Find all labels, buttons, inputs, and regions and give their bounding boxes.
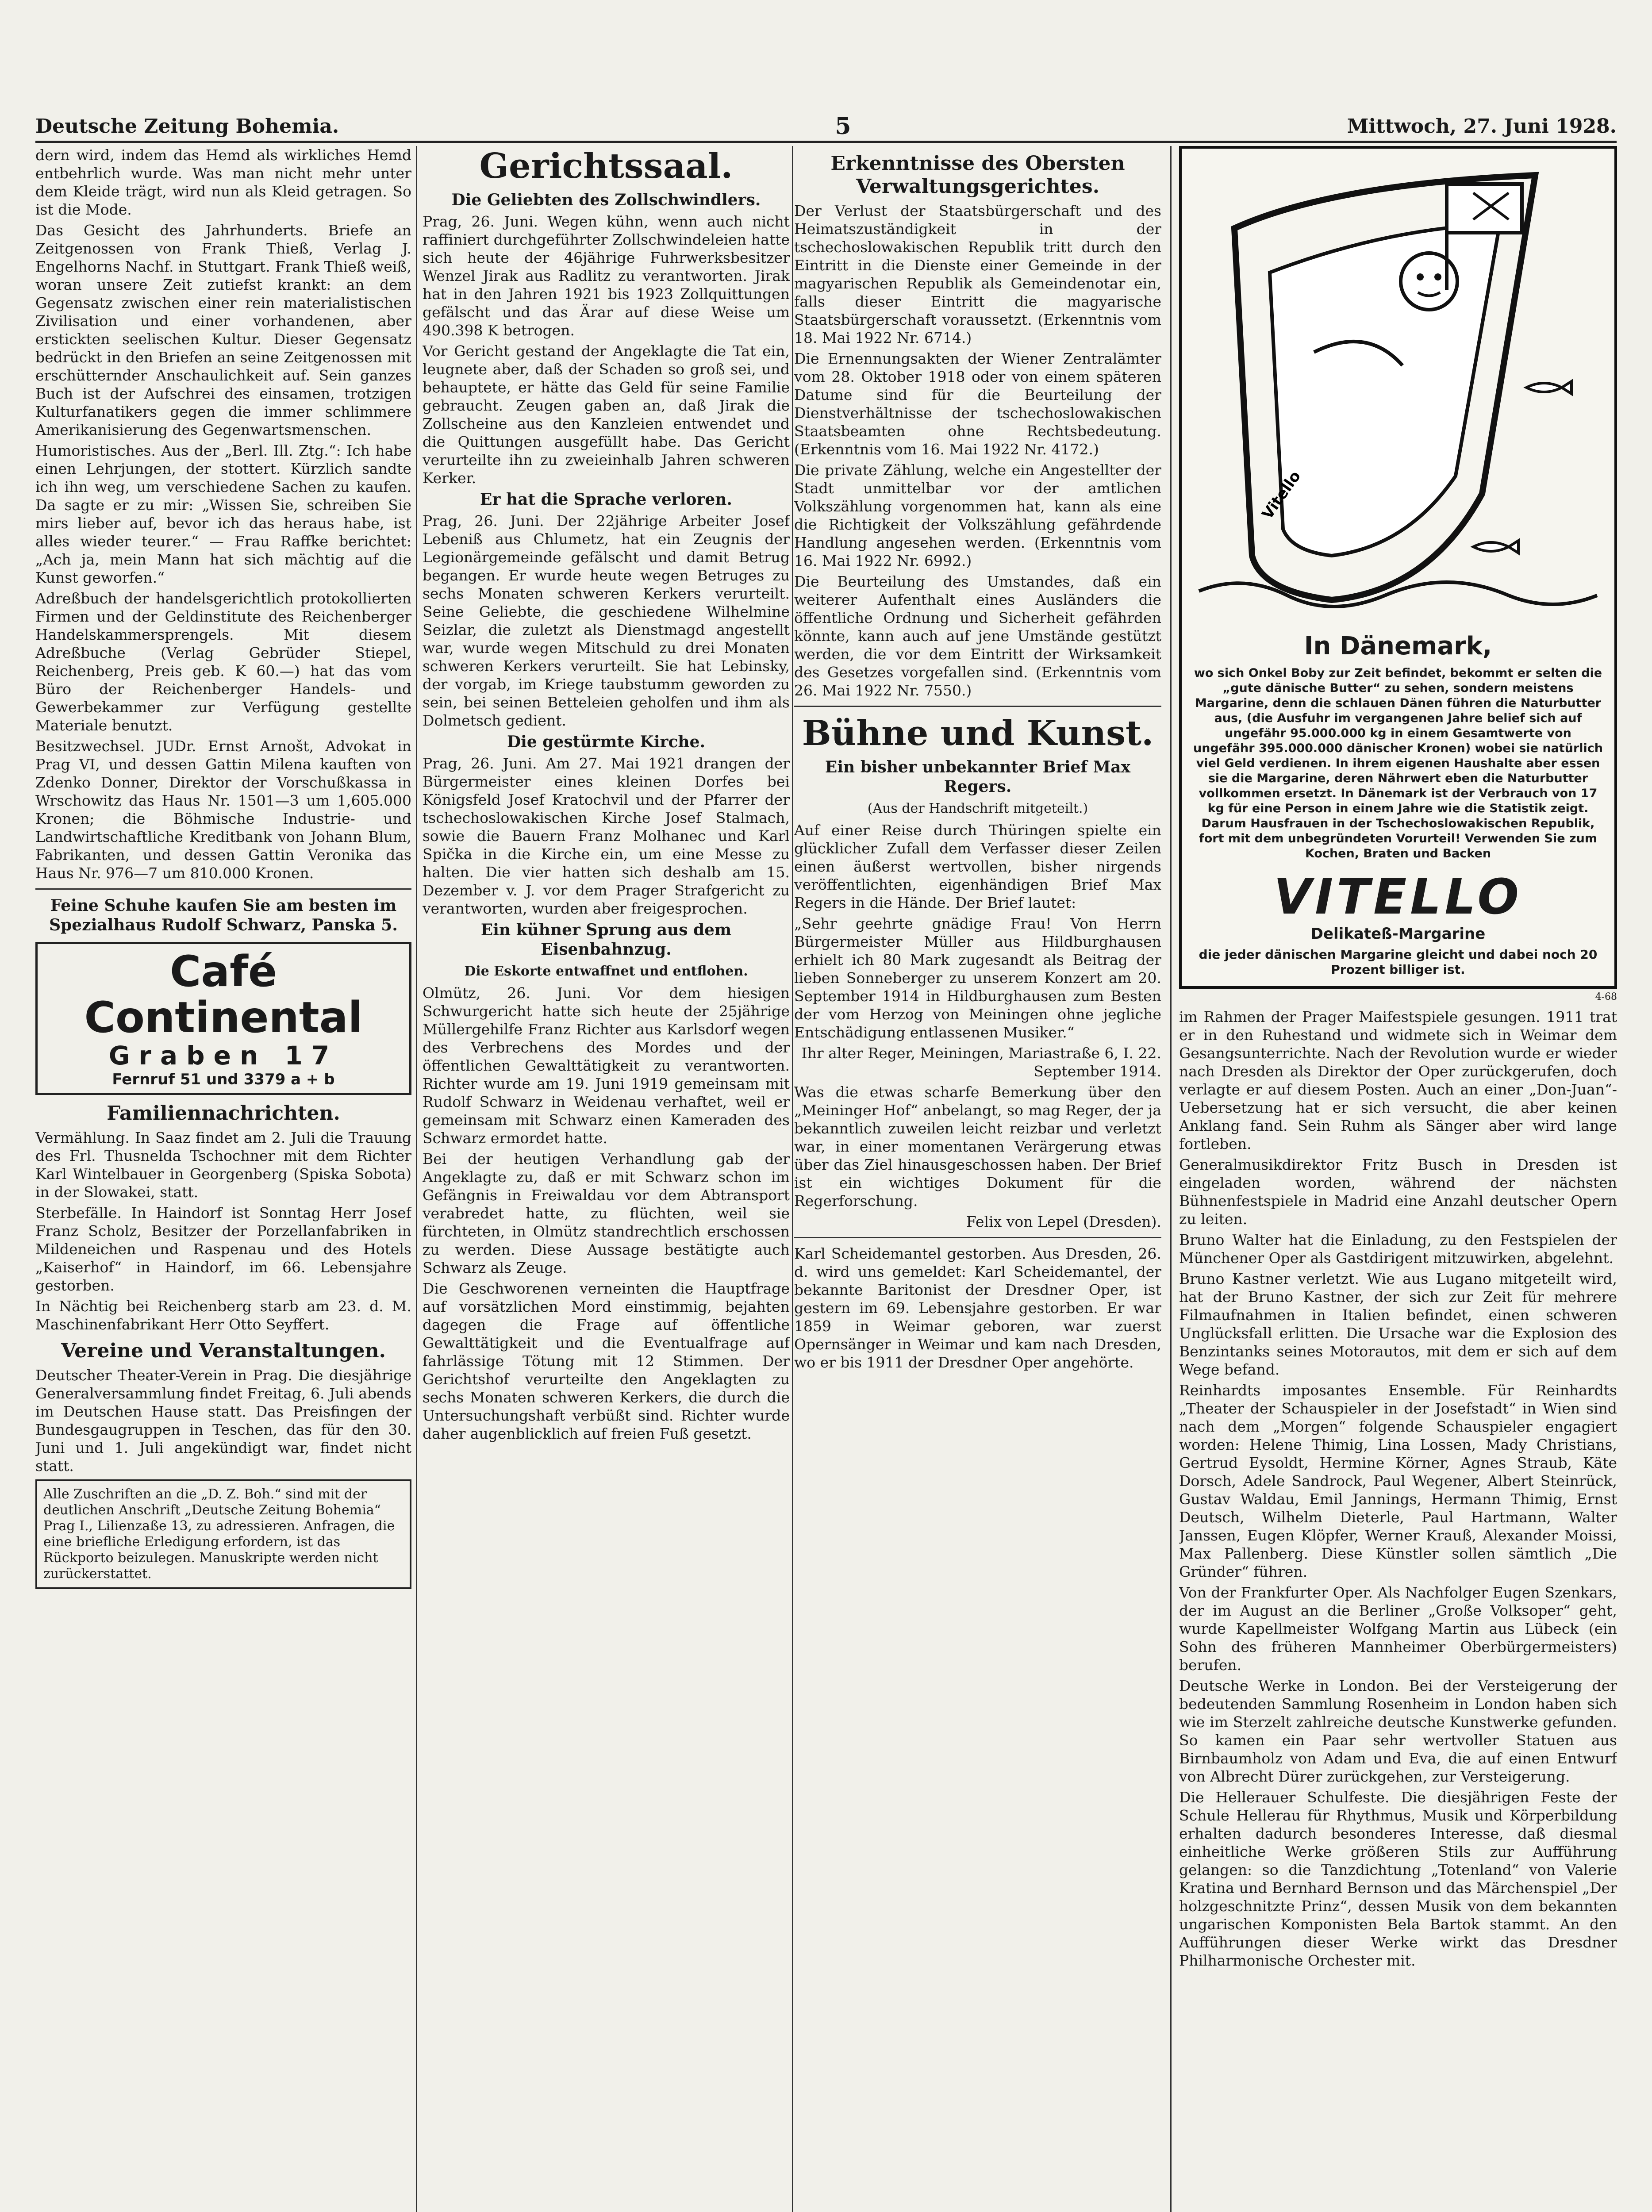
shoe-ad: Feine Schuhe kaufen Sie am besten im Spezialhaus Rudolf Schwarz, Panska 5. <box>49 896 398 934</box>
article-text: Adreßbuch der handelsgerichtlich protokollierten Firmen und der Geldinstitute des Reichenberger Handelskammersprengels. Mit diesem Adreßbuche (Verlag Gebrüder Stiepel, Reichenberg, Preis geb. K 60.—) hat das vom Büro der Reichenberger Handels- und Gewerbekammer zur Verfügung gestellte Materiale benutzt. <box>35 590 411 734</box>
article-text: Prag, 26. Juni. Wegen kühn, wenn auch nicht raffiniert durchgeführter Zollschwindeleien hatte sich heute der 46jährige Fuhrwerksbesitzer Wenzel Jirak aus Radlitz zu verantworten. Jirak hat in den Jahren 1921 bis 1923 Zollquittungen gefälscht und das Ärar auf diese Weise um 490.398 K betrogen. <box>423 213 790 339</box>
vitello-advertisement <box>1179 146 1617 989</box>
letter-text: „Sehr geehrte gnädige Frau! Von Herrn Bürgermeister Müller aus Hildburghausen erhielt ich 80 Mark zugesandt als Beitrag der lieben Sonneberger zu unserem Konzert am 20. September 1914 in Hildburghausen zum Besten der vom Herzog von Meiningen ohne jegliche Entschädigung entlassenen Musiker.“ <box>794 915 1161 1041</box>
article-text: Die Beurteilung des Umstandes, daß ein weiterer Aufenthalt eines Ausländers die öffentliche Ordnung und Sicherheit gefährden könnte, kann auch auf jene Umstände gestützt werden, die vor dem Eintritt der Wirksamkeit des Gesetzes vorgefallen sind. (Erkenntnis vom 26. Mai 1922 Nr. 7550.) <box>794 573 1161 699</box>
article-text: Vor Gericht gestand der Angeklagte die Tat ein, leugnete aber, daß der Schaden so groß sei, und behauptete, er hätte das Geld für seine Familie gebraucht. Zeugen gaben an, daß Jirak die Zollscheine aus den Kanzleien entwendet und die Quittungen ausgefüllt habe. Das Gericht verurteilte ihn zu zweieinhalb Jahren schweren Kerker. <box>423 342 790 487</box>
ad-footer: die jeder dänischen Margarine gleicht und dabei noch 20 Prozent billiger ist. <box>1199 947 1598 977</box>
boat-label: Vitello <box>1258 468 1305 523</box>
vitello-logo: VITELLO <box>1273 868 1522 925</box>
article-subheadline: Die Eskorte entwaffnet und entflohen. <box>464 964 748 979</box>
separator <box>794 1237 1161 1238</box>
article-text: Bei der heutigen Verhandlung gab der Angeklagte zu, daß er mit Schwarz schon im Gefängnis in Freiwaldau vor dem Abtransport verabredet hatte, zu flüchten, weil sie fürchteten, in Olmütz standrechtlich erschossen zu werden. Diese Aussage bestätigte auch Schwarz als Zeuge. <box>423 1150 790 1276</box>
article-text: Die Hellerauer Schulfeste. Die diesjährigen Feste der Schule Hellerau für Rhythmus, Musik und Körperbildung erhalten dadurch besonderes Interesse, daß diesmal einheitliche Werke größeren Stils zur Aufführung gelangen: so die Tanzdichtung „Totenland“ von Valerie Kratina und Bernhard Bernson und das Märchenspiel „Der holzgeschnitzte Prinz“, dessen Musik von dem bekannten ungarischen Komponisten Bela Bartok stammt. An den Aufführungen dieser Werke wirkt das Dresdner Philharmonische Orchester mit. <box>1179 1789 1617 1969</box>
article-text: Die Geschworenen verneinten die Hauptfrage auf vorsätzlichen Mord einstimmig, bejahten dagegen die Frage auf öffentliche Gewalttätigkeit und die Eventualfrage auf fahrlässige Tötung mit 12 Stimmen. Der Gerichtshof verurteilte den Angeklagten zu sechs Monaten schweren Kerkers, die durch die Untersuchungshaft verbüßt sind. Richter wurde daher augenblicklich auf freien Fuß gesetzt. <box>423 1280 790 1442</box>
article-text: Die Ernennungsakten der Wiener Zentralämter vom 28. Oktober 1918 oder von einem späteren Datume sind für die Beurteilung der Dienstverhältnisse der tschechoslowakischen Staatsbeamten ohne Rechtsbedeutung. (Erkenntnis vom 16. Mai 1922 Nr. 4172.) <box>794 350 1161 458</box>
article-text: Humoristisches. Aus der „Berl. Ill. Ztg.“: Ich habe einen Lehrjungen, der stottert. Kürzlich sandte ich ihn weg, um verschiedene Sachen zu kaufen. Da sagte er zu mir: „Wissen Sie, schreiben Sie mirs lieber auf, bevor ich das heraus habe, ist alles wieder teurer.“ — Frau Raffke berichtet: „Ach ja, mein Mann hat sich mächtig auf die Kunst geworfen.“ <box>35 442 411 586</box>
article-text: Besitzwechsel. JUDr. Ernst Arnošt, Advokat in Prag VI, und dessen Gattin Milena kauften von Zdenko Donner, Direktor der Vorschußkassa in Wrschowitz das Haus Nr. 1501—3 um 1,605.000 Kronen; die Böhmische Industrie- und Landwirtschaftliche Kreditbank von Johann Blum, Fabrikanten, und dessen Gattin Veronika das Haus Nr. 976—7 um 810.000 Kronen. <box>35 737 411 882</box>
ad-body: wo sich Onkel Boby zur Zeit befindet, bekommt er selten die „gute dänische Butter“ zu sehen, sondern meistens Margarine, denn die schlauen Dänen führen die Naturbutter aus, (die Ausfuhr im vergangenen Jahre belief sich auf ungefähr 95.000.000 kg in einem Gesamtwerte von ungefähr 395.000.000 dänischer Kronen) wobei sie natürlich viel Geld verdienen. In ihrem eigenen Haushalte aber essen sie die Margarine, deren Nährwert eben die Naturbutter vollkommen ersetzt. In Dänemark ist der Verbrauch von 17 kg für eine Person in einem Jahre wie die Statistik zeigt. Darum Hausfrauen in der Tschechoslowakischen Republik, fort mit dem unbegründeten Vorurteil! Verwenden Sie zum Kochen, Braten und Backen <box>1193 666 1603 860</box>
article-headline: Er hat die Sprache verloren. <box>480 490 732 509</box>
article-text: Was die etwas scharfe Bemerkung über den „Meininger Hof“ anbelangt, so mag Reger, der ja bekanntlich zuweilen leicht reizbar und verletzt war, in einer momentanen Verärgerung etwas über das Ziel hinausgeschossen haben. Der Brief ist ein wichtiges Dokument für die Regerforschung. <box>794 1083 1161 1210</box>
cafe-name: Café Continental <box>84 947 363 1042</box>
article-author: Felix von Lepel (Dresden). <box>966 1213 1161 1230</box>
article-text: Von der Frankfurter Oper. Als Nachfolger Eugen Szenkars, der im August an die Berliner „Große Volksoper“ geht, wurde Kapellmeister Wolfgang Martin aus Lübeck (ein Sohn des früheren Mannheimer Oberbürgermeisters) berufen. <box>1179 1584 1617 1674</box>
column-divider <box>416 146 417 2212</box>
separator <box>35 888 411 890</box>
article-text: Prag, 26. Juni. Der 22jährige Arbeiter Josef Lebeniß aus Chlumetz, hat ein Zeugnis der Legionärgemeinde gefälscht und damit Betrug begangen. Er wurde heute wegen Betruges zu sechs Monaten schweren Kerkers verurteilt. Seine Geliebte, die geschiedene Wilhelmine Seizlar, die zuletzt als Dienstmagd angestellt war, wurde wegen Mitschuld zu drei Monaten schweren Kerkers verurteilt. Sie hat Lebinsky, der vorgab, im Kriege taubstumm geworden zu sein, bei seinen Betteleien geholfen und ihm als Dolmetsch gedient. <box>423 512 790 729</box>
column-3 <box>794 146 1161 2212</box>
article-text: Bruno Walter hat die Einladung, zu den Festspielen der Münchener Oper als Gastdirigent mitzuwirken, abgelehnt. <box>1179 1231 1617 1267</box>
article-headline: Ein kühner Sprung aus dem Eisenbahnzug. <box>480 921 732 959</box>
column-divider <box>792 146 793 2212</box>
article-text: Deutsche Werke in London. Bei der Versteigerung der bedeutenden Sammlung Rosenheim in London haben sich wie im Sterzelt zahlreiche deutsche Kunstwerke gefunden. So kamen ein Paar sehr wertvoller Statuen aus Birnbaumholz von Adam und Eva, die auf einen Entwurf von Albrecht Dürer zurückgehen, zur Versteigerung. <box>1179 1677 1617 1785</box>
article-text: Die private Zählung, welche ein Angestellter der Stadt unmittelbar vor der amtlichen Volkszählung vorgenommen hat, kann als eine die Richtigkeit der Volkszählung gefährdende Handlung angesehen werden. (Erkenntnis vom 16. Mai 1922 Nr. 6992.) <box>794 461 1161 569</box>
masthead-rule <box>35 141 1617 143</box>
article-text: Das Gesicht des Jahrhunderts. Briefe an Zeitgenossen von Frank Thieß, Verlag J. Engelhorns Nachf. in Stuttgart. Frank Thieß weiß, woran unsere Zeit zutiefst krankt: an dem Gegensatz zwischen einer rein materialistischen Zivilisation und einer vorhandenen, aber erstickten seelischen Kultur. Dieser Gegensatz bedrückt in den Briefen an seine Zeitgenossen mit erschütternder Anschaulichkeit auf. Sein ganzes Buch ist der Aufschrei des einsamen, trotzigen Kulturfanatikers gegen die immer schlimmere Amerikanisierung des Gegenwartsmenschen. <box>35 222 411 438</box>
article-text: Reinhardts imposantes Ensemble. Für Reinhardts „Theater der Schauspieler in der Josefstadt“ in Wien sind nach dem „Morgen“ folgende Schauspieler engagiert worden: Helene Thimig, Lina Lossen, Mady Christians, Gertrud Eysoldt, Hermine Körner, Agnes Straub, Käte Dorsch, Adele Sandrock, Paul Wegener, Albert Steinrück, Gustav Waldau, Emil Jannings, Hermann Thimig, Ernst Deutsch, Wilhelm Dieterle, Paul Hartmann, Walter Janssen, Eugen Klöpfer, Werner Krauß, Alexander Moissi, Max Pallenberg. Diese Künstler sollen sämtlich „Die Gründer“ führen. <box>1179 1382 1617 1580</box>
column-divider <box>1170 146 1172 2212</box>
article-text: Deutscher Theater-Verein in Prag. Die diesjährige Generalversammlung findet Freitag, 6. Juli abends im Deutschen Hause statt. Das Preisfingen der Bundesgaugruppen in Teschen, das für den 30. Juni und 1. Juli angekündigt war, findet nicht statt. <box>35 1367 411 1475</box>
article-text: im Rahmen der Prager Maifestspiele gesungen. 1911 trat er in den Ruhestand und widmete sich in Weimar dem Gesangsunterrichte. Nach der Revolution wurde er wieder nach Dresden als Direktor der Oper zurückgerufen, doch verlagte er auf diesem Posten. Auch an einer „Don-Juan“-Uebersetzung hat er sich versucht, die aber keinen Anklang fand. Sein Ruhm als Sänger aber wird lange fortleben. <box>1179 1008 1617 1152</box>
article-text: In Nächtig bei Reichenberg starb am 23. d. M. Maschinenfabrikant Herr Otto Seyffert. <box>35 1298 411 1333</box>
section-heading: Bühne und Kunst. <box>802 713 1154 753</box>
article-headline: Ein bisher unbekannter Brief Max Regers. <box>825 758 1131 796</box>
masthead <box>35 111 1617 142</box>
article-text: Karl Scheidemantel gestorben. Aus Dresden, 26. d. wird uns gemeldet: Karl Scheidemantel, der bekannte Baritonist der Dresdner Oper, ist gestern im 69. Lebensjahre gestorben. Er war 1859 in Weimar geboren, war zuerst Opernsänger in Weimar und kam nach Dresden, wo er bis 1911 der Dresdner Oper angehörte. <box>794 1245 1161 1371</box>
boat-illustration <box>1192 157 1604 626</box>
article-text: Prag, 26. Juni. Am 27. Mai 1921 drangen der Bürgermeister eines kleinen Dorfes bei Königsfeld Josef Kratochvil und der Pfarrer der tschechoslowakischen Kirche Josef Stalmach, sowie die Bauern Franz Molhanec und Karl Spička in die Kirche ein, um eine Messe zu halten. Die vier hatten sich deshalb am 15. Dezember v. J. vor dem Prager Strafgericht zu verantworten, wurden aber freigesprochen. <box>423 755 790 917</box>
letter-signature: Ihr alter Reger, Meiningen, Mariastraße 6, I. 22. September 1914. <box>801 1045 1161 1080</box>
article-text: Der Verlust der Staatsbürgerschaft und des Heimatszuständigkeit in der tschechoslowakischen Republik tritt durch den Eintritt in die Dienste einer Gemeinde in der magyarischen Republik als Gemeindenotar ein, falls dieser Eintritt die magyarische Staatsbürgerschaft voraussetzt. (Erkenntnis vom 18. Mai 1922 Nr. 6714.) <box>794 202 1161 346</box>
section-heading: Vereine und Veranstaltungen. <box>61 1340 386 1362</box>
article-text: Sterbefälle. In Haindorf ist Sonntag Herr Josef Franz Scholz, Besitzer der Porzellanfabriken in Mildeneichen und Raspenau und des Hotels „Kaiserhof“ in Haindorf, im 66. Lebensjahre gestorben. <box>35 1204 411 1294</box>
section-heading: Gerichtssaal. <box>479 146 733 186</box>
page-number: 5 <box>835 112 851 140</box>
column-4 <box>1179 146 1617 2212</box>
column-1 <box>35 146 411 2212</box>
separator <box>794 706 1161 707</box>
paper-name: Deutsche Zeitung Bohemia. <box>35 115 339 138</box>
article-text: Olmütz, 26. Juni. Vor dem hiesigen Schwurgericht hatte sich heute der 25jährige Müllergehilfe Franz Richter aus Karlsdorf wegen des Verbrechens des Mordes und der öffentlichen Gewalttätigkeit zu verantworten. Richter wurde am 19. Juni 1919 gemeinsam mit Rudolf Schwarz in Weidenau verhaftet, weil er gemeinsam mit Schwarz einen Kameraden des Schwarz ermordet hatte. <box>423 984 790 1147</box>
section-heading: Familiennachrichten. <box>107 1102 340 1125</box>
article-headline: Die Geliebten des Zollschwindlers. <box>451 191 761 209</box>
section-heading: Erkenntnisse des Obersten Verwaltungsgerichtes. <box>830 152 1125 198</box>
article-note: (Aus der Handschrift mitgeteilt.) <box>867 801 1088 816</box>
article-text: dern wird, indem das Hemd als wirkliches Hemd entbehrlich wurde. Was man nicht mehr unter dem Kleide trägt, wird nun als Kleid getragen. So ist die Mode. <box>35 146 411 218</box>
article-headline: Die gestürmte Kirche. <box>507 733 706 751</box>
notice-text: Alle Zuschriften an die „D. Z. Boh.“ sind mit der deutlichen Anschrift „Deutsche Zeitung Bohemia“ Prag I., Lilienzaße 13, zu adressieren. Anfragen, die eine briefliche Erledigung erfordern, ist das Rückporto beizulegen. Manuskripte werden nicht zurückerstattet. <box>43 1486 395 1582</box>
cafe-phone: Fernruf 51 und 3379 a + b <box>112 1071 335 1088</box>
editorial-notice <box>35 1479 411 1589</box>
vitello-subtitle: Delikateß-Margarine <box>1310 925 1486 943</box>
cafe-continental-ad <box>35 942 411 1095</box>
column-2 <box>423 146 790 2212</box>
issue-date: Mittwoch, 27. Juni 1928. <box>1347 115 1617 138</box>
ad-title: In Dänemark, <box>1304 632 1492 661</box>
cafe-street: Graben 17 <box>108 1041 338 1071</box>
article-text: Generalmusikdirektor Fritz Busch in Dresden ist eingeladen worden, während der nächsten Bühnenfestspiele in Madrid eine Anzahl deutscher Opern zu leiten. <box>1179 1156 1617 1228</box>
ad-code: 4-68 <box>1595 991 1617 1002</box>
article-text: Bruno Kastner verletzt. Wie aus Lugano mitgeteilt wird, hat der Bruno Kastner, der sich zur Zeit für mehrere Filmaufnahmen in Italien befindet, einen schweren Unglücksfall erlitten. Die Ursache war die Explosion des Benzintanks seines Motorautos, mit dem er sich auf dem Wege befand. <box>1179 1270 1617 1378</box>
article-text: Vermählung. In Saaz findet am 2. Juli die Trauung des Frl. Thusnelda Tschochner mit dem Richter Karl Wintelbauer in Georgenberg (Spiska Sobota) in der Slowakei, statt. <box>35 1129 411 1201</box>
article-text: Auf einer Reise durch Thüringen spielte ein glücklicher Zufall dem Verfasser dieser Zeilen einen äußerst wertvollen, bisher nirgends veröffentlichten, eigenhändigen Brief Max Regers in die Hände. Der Brief lautet: <box>794 822 1161 911</box>
